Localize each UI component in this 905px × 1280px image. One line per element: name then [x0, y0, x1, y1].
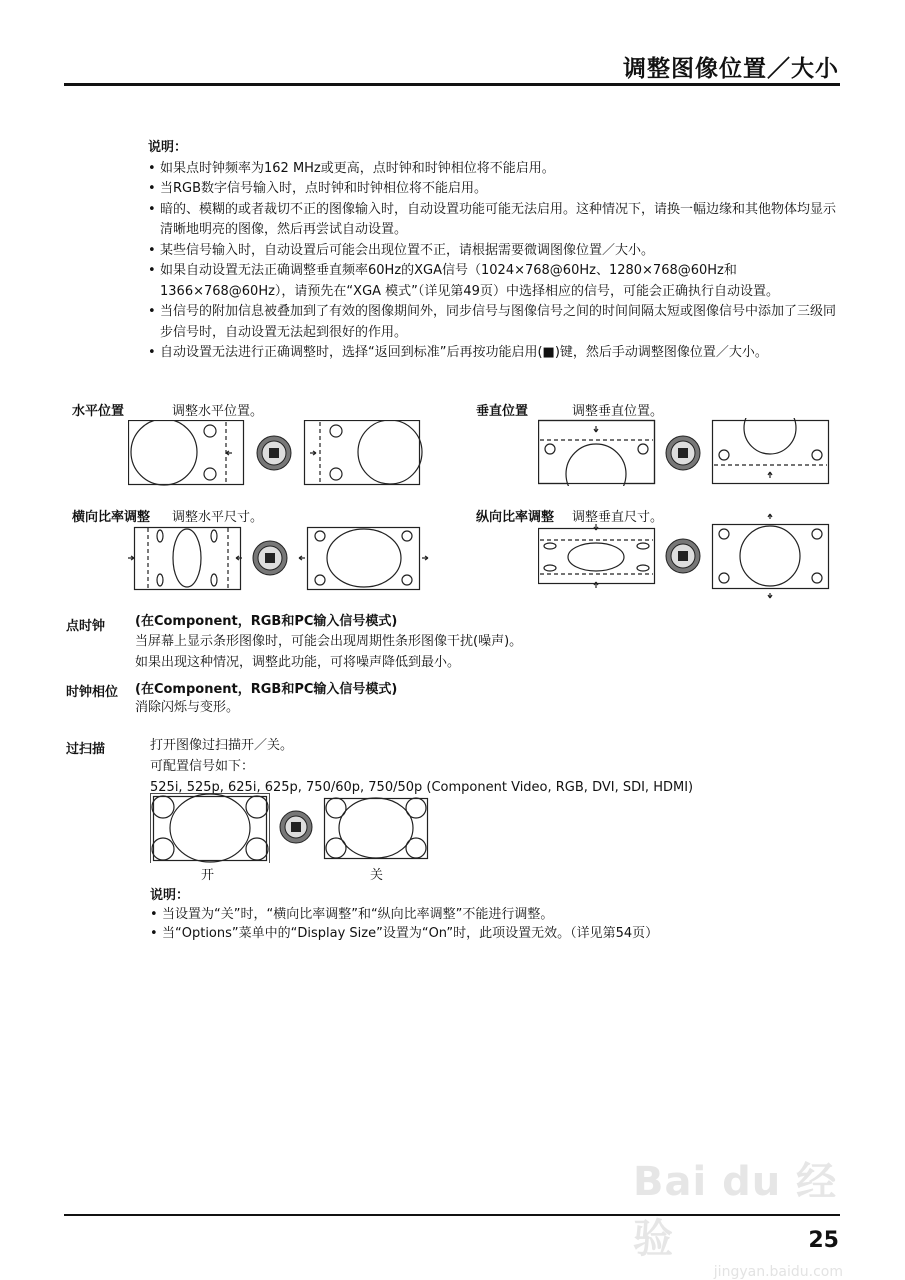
- remote-dpad-icon: [666, 436, 700, 470]
- notes-list: [148, 159, 848, 364]
- bottom-notes-list: [150, 905, 850, 943]
- remote-dpad-icon: [280, 811, 312, 843]
- note-item: • 当信号的附加信息被叠加到了有效的图像期间外，同步信号与图像信号之间的时间间隔太短或图像信号中添加了三级同步信号时，自动设置无法起到很好的作用。: [148, 302, 848, 343]
- dot-clock-label: 点时钟: [66, 619, 106, 634]
- v-pos-desc: 调整垂直位置。: [572, 404, 664, 419]
- note-item: • 如果点时钟频率为162 MHz或更高，点时钟和时钟相位将不能启用。: [148, 159, 848, 180]
- bottom-notes-heading: 说明：: [150, 888, 190, 903]
- v-size-label: 纵向比率调整: [476, 510, 555, 525]
- overscan-body: [150, 735, 693, 798]
- page-title: 调整图像位置／大小: [623, 56, 839, 82]
- dot-clock-mode: (在Component，RGB和PC输入信号模式): [135, 614, 398, 629]
- h-size-desc: 调整水平尺寸。: [172, 510, 264, 525]
- clock-phase-line: 消除闪烁与变形。: [135, 700, 240, 715]
- h-size-figure: [124, 524, 432, 594]
- note-item: • 当“Options”菜单中的“Display Size”设置为“On”时，此项设置无效。（详见第54页）: [150, 924, 850, 943]
- dot-clock-line: 当屏幕上显示条形图像时，可能会出现周期性条形图像干扰(噪声)。: [135, 634, 523, 649]
- watermark-url: jingyan.baidu.com: [713, 1264, 843, 1280]
- h-size-label: 横向比率调整: [72, 510, 151, 525]
- notes-block: [148, 138, 848, 364]
- note-item: • 当设置为“关”时，“横向比率调整”和“纵向比率调整”不能进行调整。: [150, 905, 850, 924]
- footer-rule: [64, 1214, 840, 1216]
- remote-dpad-icon: [253, 541, 287, 575]
- dot-clock-line: 如果出现这种情况，调整此功能，可将噪声降低到最小。: [135, 655, 461, 670]
- clock-phase-mode: (在Component，RGB和PC输入信号模式): [135, 682, 398, 697]
- note-item: • 暗的、模糊的或者裁切不正的图像输入时，自动设置功能可能无法启用。这种情况下，请换一幅边缘和其他物体均显示清晰地明亮的图像，然后再尝试自动设置。: [148, 200, 848, 241]
- watermark-logo: Bai du 经验: [633, 1159, 838, 1262]
- v-size-desc: 调整垂直尺寸。: [572, 510, 664, 525]
- notes-heading: 说明：: [148, 140, 188, 155]
- overscan-line: 525i, 525p, 625i, 625p, 750/60p, 750/50p (Component Video, RGB, DVI, SDI, HDMI): [150, 780, 694, 795]
- note-item: • 某些信号输入时，自动设置后可能会出现位置不正，请根据需要微调图像位置／大小。: [148, 241, 848, 262]
- v-size-figure: [538, 510, 830, 602]
- dot-clock-body: [135, 631, 522, 673]
- h-pos-label: 水平位置: [72, 404, 125, 419]
- overscan-label: 过扫描: [66, 742, 106, 757]
- v-pos-label: 垂直位置: [476, 404, 529, 419]
- clock-phase-label: 时钟相位: [66, 685, 119, 700]
- overscan-line: 打开图像过扫描开／关。: [150, 738, 294, 753]
- overscan-on-label: 开: [201, 868, 215, 883]
- note-item: • 如果自动设置无法正确调整垂直频率60Hz的XGA信号（1024×768@60Hz、1280×768@60Hz和1366×768@60Hz），请预先在“XGA 模式”（详见第49页）中选择相应的信号，可能会正确执行自动设置。: [148, 261, 848, 302]
- remote-dpad-icon: [666, 539, 700, 573]
- note-item: • 自动设置无法进行正确调整时，选择“返回到标准”后再按功能启用(■)键，然后手动调整图像位置／大小。: [148, 343, 848, 364]
- bottom-notes: [150, 886, 850, 943]
- remote-dpad-icon: [257, 436, 291, 470]
- header-rule: [64, 83, 840, 86]
- h-pos-desc: 调整水平位置。: [172, 404, 264, 419]
- overscan-line: 可配置信号如下：: [150, 759, 255, 774]
- note-item: • 当RGB数字信号输入时，点时钟和时钟相位将不能启用。: [148, 179, 848, 200]
- page-number: 25: [808, 1228, 839, 1253]
- overscan-off-label: 关: [370, 868, 384, 883]
- overscan-figure: [150, 793, 460, 863]
- h-pos-figure: [128, 420, 450, 486]
- v-pos-figure: [538, 418, 830, 486]
- clock-phase-body: [135, 697, 239, 718]
